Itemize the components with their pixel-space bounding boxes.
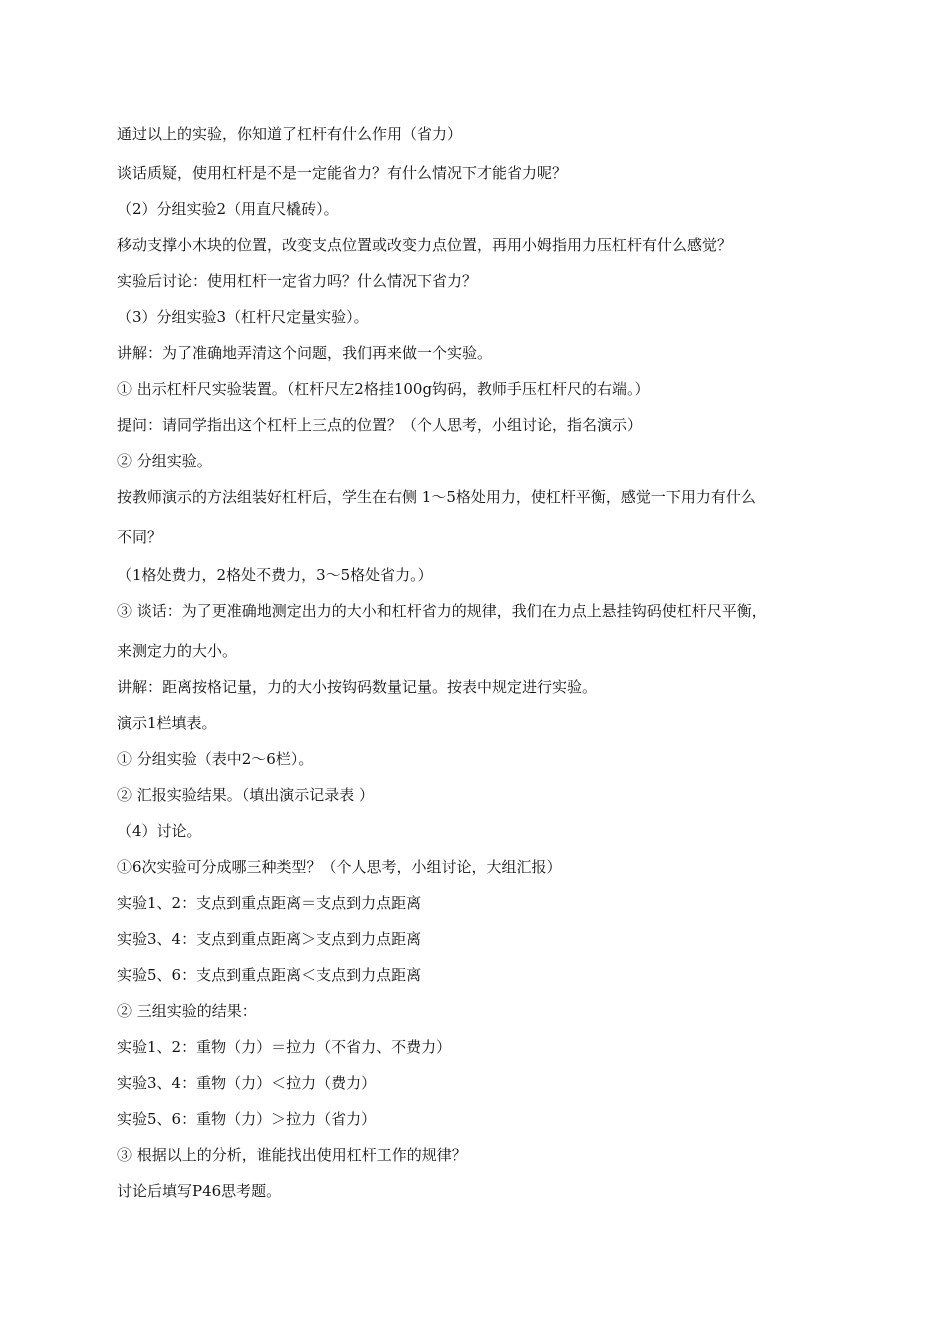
text-line-find-rule: ③ 根据以上的分析，谁能找出使用杠杆工作的规律？	[117, 1146, 467, 1164]
text-line-three-types: ①6次实验可分成哪三种类型？（个人思考，小组讨论，大组汇报）	[117, 858, 562, 876]
text-line-questioning: 谈话质疑，使用杠杆是不是一定能省力？有什么情况下才能省力呢？	[117, 164, 568, 182]
text-line-group-experiment-2: （2）分组实验2（用直尺橇砖）。	[117, 200, 339, 218]
text-line-discussion-after: 实验后讨论：使用杠杆一定省力吗？什么情况下省力？	[117, 272, 478, 290]
text-line-measure-force: 来测定力的大小。	[117, 642, 238, 660]
text-line-demo-fill-table: 演示1栏填表。	[117, 714, 217, 732]
text-line-explanation-2: 讲解：距离按格记量，力的大小按钩码数量记量。按表中规定进行实验。	[117, 678, 598, 696]
text-line-group-experiment-columns: ① 分组实验（表中2～6栏）。	[117, 750, 314, 768]
text-line-talk: ③ 谈话：为了更准确地测定出力的大小和杠杆省力的规律，我们在力点上悬挂钩码使杠杆尺平衡，	[117, 602, 767, 620]
text-line-question-three-points: 提问：请同学指出这个杠杆上三点的位置？（个人思考，小组讨论，指名演示）	[117, 416, 643, 434]
text-line-discussion-heading: （4）讨论。	[117, 822, 202, 840]
text-line-experiment-1-2-distance: 实验1、2：支点到重点距离＝支点到力点距离	[117, 894, 422, 912]
text-line-experiment-1-2-force: 实验1、2：重物（力）＝拉力（不省力、不费力）	[117, 1038, 452, 1056]
text-line-grid-results: （1格处费力，2格处不费力，3～5格处省力。）	[117, 566, 433, 584]
text-line-group-experiment: ② 分组实验。	[117, 452, 212, 470]
text-line-different: 不同？	[117, 528, 163, 546]
text-line-explanation-1: 讲解：为了准确地弄清这个问题，我们再来做一个实验。	[117, 344, 493, 362]
text-line-show-apparatus: ① 出示杠杆尺实验装置。（杠杆尺左2格挂100g钩码，教师手压杠杆尺的右端。）	[117, 380, 650, 398]
text-line-fill-question: 讨论后填写P46思考题。	[117, 1182, 282, 1200]
text-line-experiment-3-4-distance: 实验3、4：支点到重点距离＞支点到力点距离	[117, 930, 422, 948]
text-line-move-support: 移动支撑小木块的位置，改变支点位置或改变力点位置，再用小姆指用力压杠杆有什么感觉？	[117, 236, 733, 254]
text-line-lever-function: 通过以上的实验，你知道了杠杆有什么作用（省力）	[117, 125, 463, 143]
text-line-experiment-5-6-distance: 实验5、6：支点到重点距离＜支点到力点距离	[117, 966, 422, 984]
text-line-experiment-5-6-force: 实验5、6：重物（力）＞拉力（省力）	[117, 1110, 377, 1128]
text-line-experiment-3-4-force: 实验3、4：重物（力）＜拉力（费力）	[117, 1074, 377, 1092]
text-line-assemble-lever: 按教师演示的方法组装好杠杆后，学生在右侧 1～5格处用力，使杠杆平衡，感觉一下用力有什么	[117, 488, 756, 506]
text-line-report-results: ② 汇报实验结果。（填出演示记录表 ）	[117, 786, 375, 804]
text-line-group-experiment-3: （3）分组实验3（杠杆尺定量实验）。	[117, 308, 369, 326]
text-line-three-group-results: ② 三组实验的结果：	[117, 1002, 257, 1020]
